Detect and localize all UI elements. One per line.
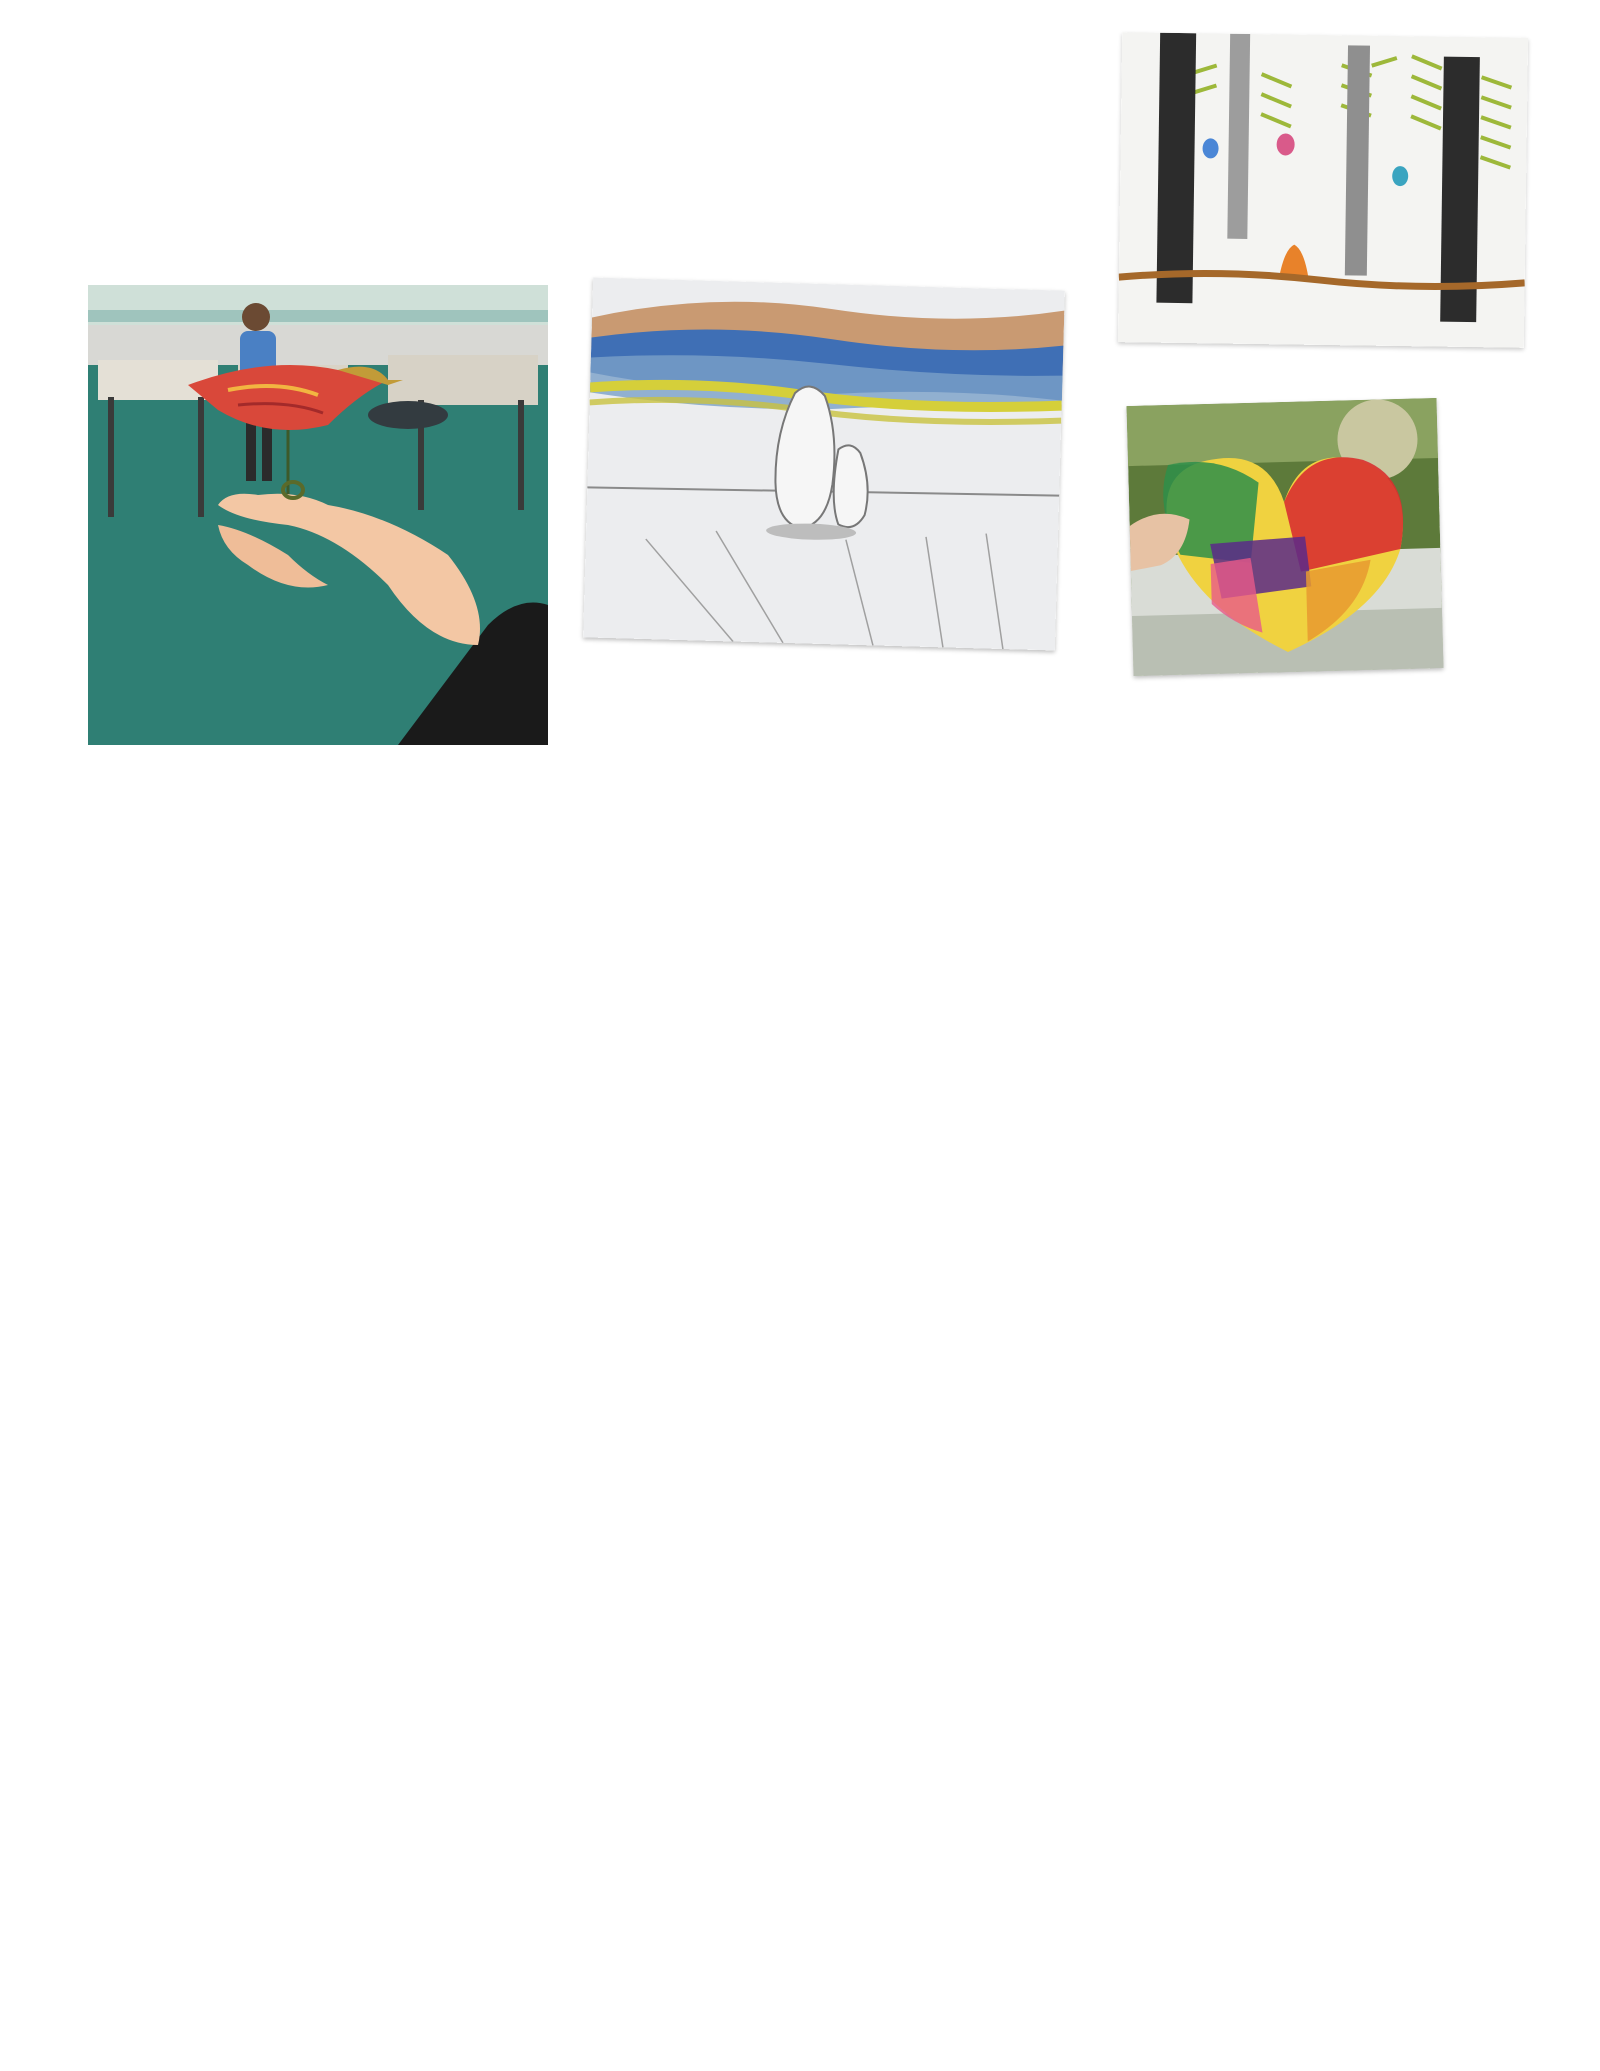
paper-bird-craft-image [88, 285, 548, 745]
forest-collage-photo [1118, 32, 1528, 348]
polar-bear-painting-image [583, 277, 1065, 650]
tissue-heart-image [1127, 398, 1444, 676]
forest-collage-image [1118, 32, 1528, 348]
budding-artists-logo [130, 70, 510, 250]
paper-bird-craft-photo [88, 285, 548, 745]
polar-bear-painting-photo [583, 277, 1065, 650]
tissue-heart-photo [1127, 398, 1444, 676]
